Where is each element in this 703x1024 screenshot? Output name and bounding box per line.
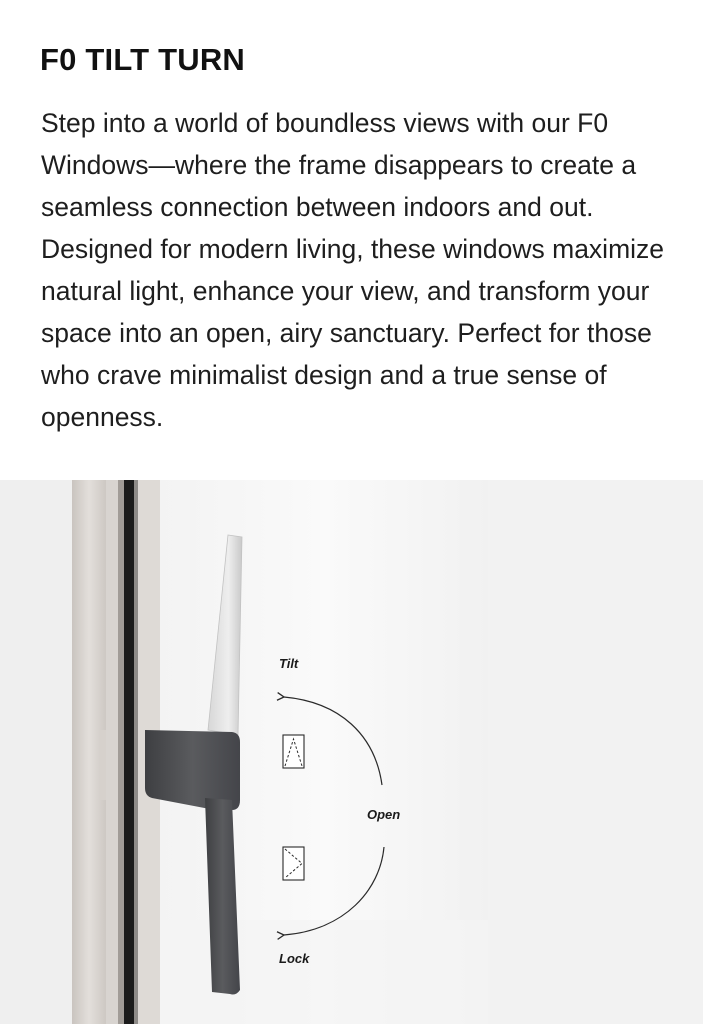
tilt-label: Tilt xyxy=(279,656,299,671)
window-turn-icon xyxy=(283,847,304,880)
lock-label: Lock xyxy=(279,951,310,966)
page-title: F0 TILT TURN xyxy=(40,42,246,77)
handle-base xyxy=(145,730,240,810)
intro-section xyxy=(0,0,703,480)
frame-seal xyxy=(124,480,134,1024)
window-handle-illustration xyxy=(0,480,703,1024)
product-description: Step into a world of boundless views with our F0 Windows—where the frame disappears to create a seamless connection between indoors and out. Designed for modern living, these windows maximize natural light, enhance your view, and transform your space into an open, airy sanctuary. Perfect for those who crave minimalist design and a true sense of openness. xyxy=(41,108,665,432)
open-label: Open xyxy=(367,807,401,822)
window-tilt-icon xyxy=(283,735,304,768)
tilt-turn-diagram-image xyxy=(0,480,703,1024)
